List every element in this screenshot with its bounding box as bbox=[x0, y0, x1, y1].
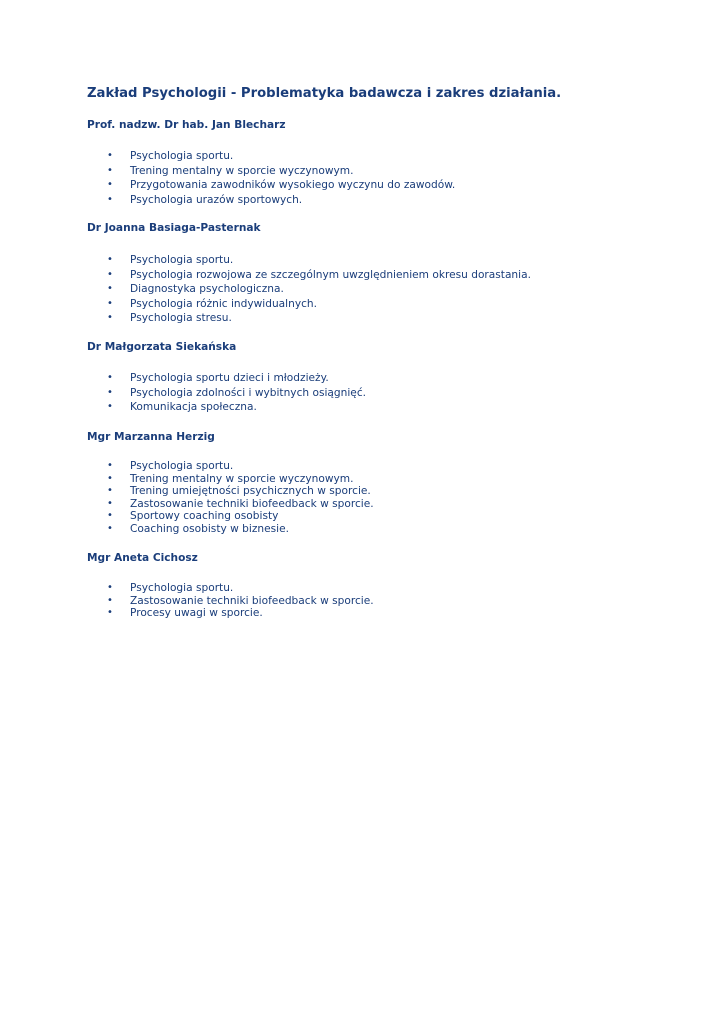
section-heading-basiaga-pasternak: Dr Joanna Basiaga-Pasternak bbox=[87, 222, 261, 234]
list-item: • Trening umiejętności psychicznych w sporcie. bbox=[107, 485, 371, 498]
bullet-icon: • bbox=[107, 460, 113, 471]
bullet-icon: • bbox=[107, 386, 113, 398]
list-item: • Psychologia urazów sportowych. bbox=[107, 193, 303, 206]
bullet-icon: • bbox=[107, 485, 113, 497]
topic-list-siekanska bbox=[87, 371, 366, 415]
bullet-icon: • bbox=[107, 283, 113, 295]
bullet-icon: • bbox=[107, 594, 113, 606]
list-item: • Psychologia sportu. bbox=[107, 582, 234, 594]
bullet-icon: • bbox=[107, 164, 113, 176]
bullet-icon: • bbox=[107, 150, 113, 161]
bullet-icon: • bbox=[107, 401, 113, 413]
list-item: • Zastosowanie techniki biofeedback w sporcie. bbox=[107, 497, 374, 510]
bullet-icon: • bbox=[107, 268, 113, 280]
bullet-icon: • bbox=[107, 497, 113, 509]
list-item: • Coaching osobisty w biznesie. bbox=[107, 522, 289, 535]
list-item: • Diagnostyka psychologiczna. bbox=[107, 283, 284, 296]
list-item: • Zastosowanie techniki biofeedback w sporcie. bbox=[107, 594, 374, 607]
section-heading-herzig: Mgr Marzanna Herzig bbox=[87, 431, 215, 443]
topic-list-basiaga-pasternak bbox=[87, 253, 531, 326]
bullet-icon: • bbox=[107, 193, 113, 205]
section-heading-cichosz: Mgr Aneta Cichosz bbox=[87, 552, 198, 564]
list-item: • Sportowy coaching osobisty bbox=[107, 510, 279, 523]
document-title: Zakład Psychologii - Problematyka badawcza i zakres działania. bbox=[87, 86, 562, 101]
bullet-icon: • bbox=[107, 179, 113, 191]
topic-list-herzig bbox=[87, 460, 374, 536]
bullet-icon: • bbox=[107, 254, 113, 265]
list-item: • Psychologia sportu dzieci i młodzieży. bbox=[107, 372, 329, 384]
section-heading-siekanska: Dr Małgorzata Siekańska bbox=[87, 341, 237, 353]
bullet-icon: • bbox=[107, 522, 113, 534]
bullet-icon: • bbox=[107, 510, 113, 522]
list-item: • Procesy uwagi w sporcie. bbox=[107, 607, 263, 620]
topic-list-blecharz bbox=[87, 149, 455, 207]
list-item: • Trening mentalny w sporcie wyczynowym. bbox=[107, 472, 354, 485]
list-item: • Komunikacja społeczna. bbox=[107, 401, 257, 414]
list-item: • Psychologia różnic indywidualnych. bbox=[107, 297, 317, 310]
topic-list-cichosz bbox=[87, 582, 374, 620]
list-item: • Psychologia sportu. bbox=[107, 150, 234, 162]
bullet-icon: • bbox=[107, 297, 113, 309]
list-item: • Psychologia zdolności i wybitnych osiągnięć. bbox=[107, 386, 367, 399]
bullet-icon: • bbox=[107, 582, 113, 593]
list-item: • Psychologia sportu. bbox=[107, 460, 234, 472]
bullet-icon: • bbox=[107, 472, 113, 484]
list-item: • Trening mentalny w sporcie wyczynowym. bbox=[107, 164, 354, 177]
bullet-icon: • bbox=[107, 312, 113, 324]
section-heading-blecharz: Prof. nadzw. Dr hab. Jan Blecharz bbox=[87, 119, 286, 131]
list-item: • Przygotowania zawodników wysokiego wyczynu do zawodów. bbox=[107, 179, 456, 192]
list-item: • Psychologia stresu. bbox=[107, 312, 232, 325]
list-item: • Psychologia rozwojowa ze szczególnym uwzględnieniem okresu dorastania. bbox=[107, 268, 531, 281]
bullet-icon: • bbox=[107, 607, 113, 619]
bullet-icon: • bbox=[107, 372, 113, 383]
list-item: • Psychologia sportu. bbox=[107, 254, 234, 266]
